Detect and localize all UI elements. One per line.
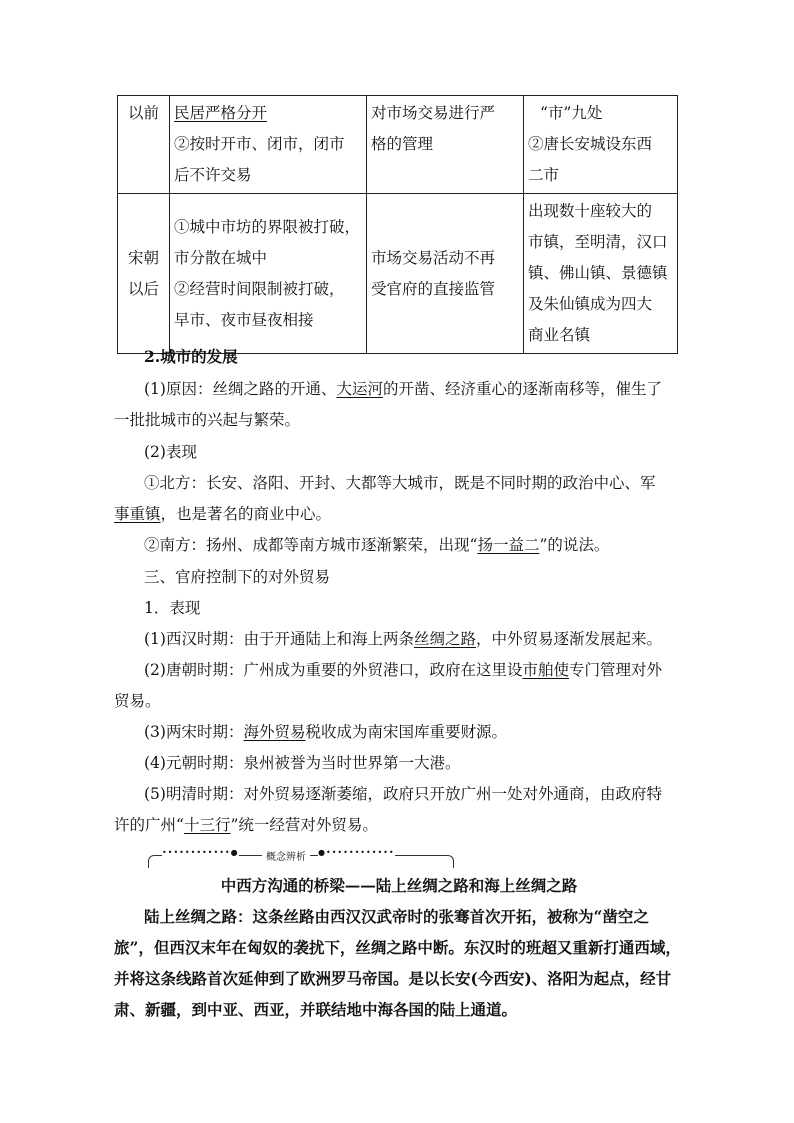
dot-leader-right: ●••••••••••••: [318, 848, 395, 857]
concept-paragraph: 陆上丝绸之路：这条丝路由西汉汉武帝时的张骞首次开拓，被称为“凿空之: [144, 907, 649, 926]
concept-paragraph: 旅”，但西汉末年在匈奴的袭扰下，丝绸之路中断。东汉时的班超又重新打通西域，: [114, 938, 681, 957]
examples-cell: 出现数十座较大的 市镇，至明清，汉口 镇、佛山镇、景德镇 及朱仙镇成为四大 商业名镇: [524, 194, 678, 354]
section-heading: 2.城市的发展: [144, 347, 238, 366]
subheading: 1．表现: [144, 599, 201, 617]
paragraph: (1)西汉时期：由于开通陆上和海上两条丝绸之路，中外贸易逐渐发展起来。: [144, 630, 662, 648]
paragraph-continuation: 一批批城市的兴起与繁荣。: [114, 411, 301, 429]
comparison-table: [117, 95, 678, 354]
paragraph: (1)原因：丝绸之路的开通、大运河的开凿、经济重心的逐渐南移等，催生了: [144, 380, 662, 398]
paragraph-continuation: 贸易。: [114, 692, 161, 710]
table-row: [118, 96, 678, 194]
concept-paragraph: 肃、新疆，到中亚、西亚，并联结地中海各国的陆上通道。: [114, 1000, 518, 1019]
concept-label: 概念辨析: [262, 848, 310, 863]
paragraph: ①北方：长安、洛阳、开封、大都等大城市，既是不同时期的政治中心、军: [144, 474, 656, 492]
features-cell: 民居严格分开 ②按时开市、闭市，闭市 后不许交易: [170, 96, 367, 194]
section-heading: 三、官府控制下的对外贸易: [144, 568, 331, 586]
paragraph: ②南方：扬州、成都等南方城市逐渐繁荣，出现“扬一益二”的说法。: [144, 536, 610, 554]
dot-leader-left: ••••••••••••●: [162, 848, 239, 857]
management-cell: 对市场交易进行严 格的管理: [367, 96, 524, 194]
period-cell: 宋朝 以后: [118, 194, 170, 354]
paragraph: (4)元朝时期：泉州被誉为当时世界第一大港。: [144, 754, 461, 772]
paragraph-continuation: 许的广州“十三行”统一经营对外贸易。: [114, 816, 378, 834]
paragraph: (2)表现: [144, 443, 197, 461]
paragraph: (2)唐朝时期：广州成为重要的外贸港口，政府在这里设市舶使专门管理对外: [144, 661, 662, 679]
concept-paragraph: 并将这条线路首次延伸到了欧洲罗马帝国。是以长安(今西安)、洛阳为起点，经甘: [114, 969, 672, 988]
paragraph: (5)明清时期：对外贸易逐渐萎缩，政府只开放广州一处对外通商，由政府特: [144, 785, 662, 803]
table-row: [118, 194, 678, 354]
examples-cell: “市”九处 ②唐长安城设东西 二市: [524, 96, 678, 194]
features-cell: ①城中市坊的界限被打破， 市分散在城中 ②经营时间限制被打破， 早市、夜市昼夜相接: [170, 194, 367, 354]
management-cell: 市场交易活动不再 受官府的直接监管: [367, 194, 524, 354]
concept-box-header: [148, 848, 454, 867]
paragraph: (3)两宋时期：海外贸易税收成为南宋国库重要财源。: [144, 723, 507, 741]
concept-title: 中西方沟通的桥梁——陆上丝绸之路和海上丝绸之路: [220, 876, 578, 895]
period-cell: 以前: [118, 96, 170, 194]
paragraph-continuation: 事重镇，也是著名的商业中心。: [114, 505, 332, 523]
